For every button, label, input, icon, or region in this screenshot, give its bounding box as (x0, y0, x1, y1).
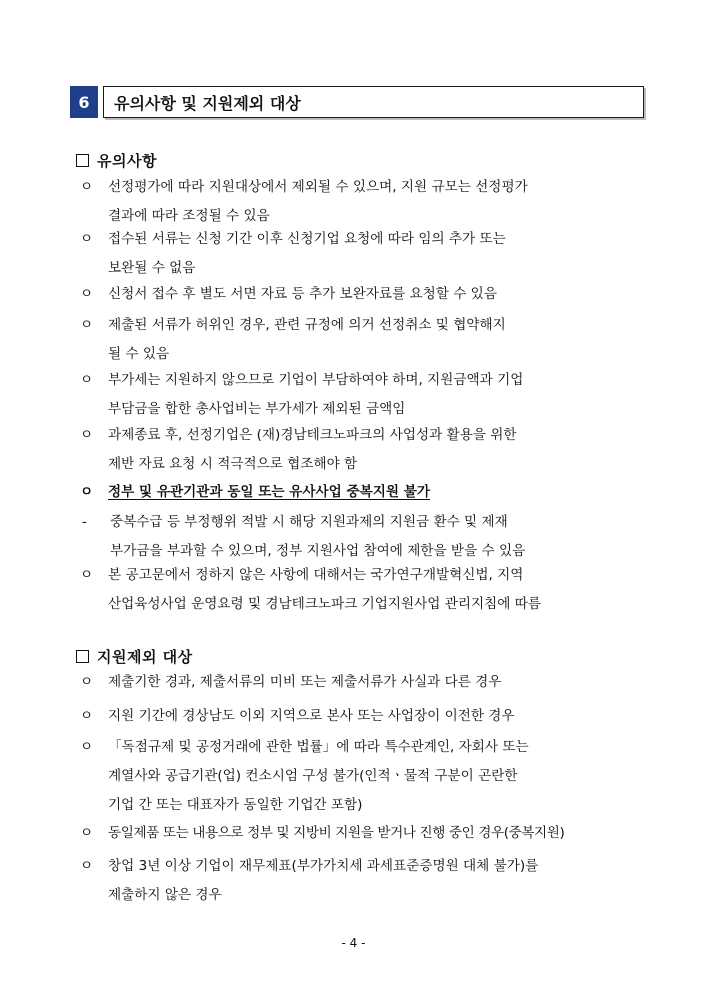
circle-bullet-icon: ㅇ (80, 858, 94, 874)
circle-bullet-icon: ㅇ (80, 484, 94, 500)
notes-item-4 (80, 311, 650, 369)
dash-bullet-icon: - (82, 514, 87, 530)
item-text: 중복수급 등 부정행위 적발 시 해당 지원과제의 지원금 환수 및 제재 (110, 514, 508, 530)
notes-heading-label: 유의사항 (97, 152, 157, 170)
notes-item-3 (80, 280, 650, 309)
exclusions-item-4 (80, 819, 650, 848)
square-bullet-icon (76, 154, 89, 167)
item-text: 제출된 서류가 허위인 경우, 관련 규정에 의거 선정취소 및 협약해지 (108, 317, 506, 333)
circle-bullet-icon: ㅇ (80, 825, 94, 841)
item-text-emphasis: 정부 및 유관기관과 동일 또는 유사사업 중복지원 불가 (108, 484, 431, 500)
item-text-cont: 제반 자료 요청 시 적극적으로 협조해야 함 (108, 456, 358, 472)
notes-heading (76, 150, 157, 171)
item-text: 선정평가에 따라 지원대상에서 제외될 수 있으며, 지원 규모는 선정평가 (108, 179, 528, 195)
notes-item-6 (80, 421, 650, 479)
item-text-cont: 될 수 있음 (108, 346, 170, 362)
notes-item-2 (80, 225, 650, 283)
item-text-cont: 제출하지 않은 경우 (108, 887, 222, 903)
circle-bullet-icon: ㅇ (80, 286, 94, 302)
exclusions-heading (76, 646, 193, 667)
circle-bullet-icon: ㅇ (80, 179, 94, 195)
item-text-cont: 부가금을 부과할 수 있으며, 정부 지원사업 참여에 제한을 받을 수 있음 (110, 543, 526, 559)
item-text: 「독점규제 및 공정거래에 관한 법률」에 따라 특수관계인, 자회사 또는 (108, 739, 529, 755)
item-text-cont: 보완될 수 없음 (108, 260, 196, 276)
circle-bullet-icon: ㅇ (80, 427, 94, 443)
exclusions-item-3 (80, 733, 650, 820)
notes-item-5 (80, 366, 650, 424)
exclusions-item-2 (80, 702, 650, 731)
exclusions-heading-label: 지원제외 대상 (97, 648, 193, 666)
item-text-cont: 계열사와 공급기관(업) 컨소시엄 구성 불가(인적ㆍ물적 구분이 곤란한 (108, 768, 518, 784)
notes-item-7 (80, 478, 650, 507)
section-header (70, 86, 644, 118)
item-text: 제출기한 경과, 제출서류의 미비 또는 제출서류가 사실과 다른 경우 (108, 674, 502, 690)
section-title: 유의사항 및 지원제외 대상 (103, 86, 644, 118)
item-text: 신청서 접수 후 별도 서면 자료 등 추가 보완자료를 요청할 수 있음 (108, 286, 497, 302)
exclusions-item-1 (80, 668, 650, 697)
item-text-cont: 부담금을 합한 총사업비는 부가세가 제외된 금액임 (108, 401, 406, 417)
item-text-cont: 결과에 따라 조정될 수 있음 (108, 208, 270, 224)
notes-item-9 (80, 561, 650, 619)
item-text-cont: 산업육성사업 운영요령 및 경남테크노파크 기업지원사업 관리지침에 따름 (108, 596, 542, 612)
exclusions-item-5 (80, 852, 650, 910)
item-text: 지원 기간에 경상남도 이외 지역으로 본사 또는 사업장이 이전한 경우 (108, 708, 515, 724)
circle-bullet-icon: ㅇ (80, 372, 94, 388)
page-number: - 4 - (341, 936, 366, 950)
square-bullet-icon (76, 650, 89, 663)
notes-item-1 (80, 173, 650, 231)
circle-bullet-icon: ㅇ (80, 739, 94, 755)
item-text-cont: 기업 간 또는 대표자가 동일한 기업간 포함) (108, 797, 363, 813)
circle-bullet-icon: ㅇ (80, 317, 94, 333)
item-text: 과제종료 후, 선정기업은 (재)경남테크노파크의 사업성과 활용을 위한 (108, 427, 517, 443)
item-text: 접수된 서류는 신청 기간 이후 신청기업 요청에 따라 임의 추가 또는 (108, 231, 506, 247)
section-number: 6 (70, 86, 98, 118)
circle-bullet-icon: ㅇ (80, 674, 94, 690)
circle-bullet-icon: ㅇ (80, 567, 94, 583)
circle-bullet-icon: ㅇ (80, 231, 94, 247)
item-text: 창업 3년 이상 기업이 재무제표(부가가치세 과세표준증명원 대체 불가)를 (108, 858, 539, 874)
notes-item-8 (82, 508, 652, 566)
item-text: 본 공고문에서 정하지 않은 사항에 대해서는 국가연구개발혁신법, 지역 (108, 567, 524, 583)
item-text: 동일제품 또는 내용으로 정부 및 지방비 지원을 받거나 진행 중인 경우(중복지원) (108, 825, 565, 841)
circle-bullet-icon: ㅇ (80, 708, 94, 724)
item-text: 부가세는 지원하지 않으므로 기업이 부담하여야 하며, 지원금액과 기업 (108, 372, 524, 388)
